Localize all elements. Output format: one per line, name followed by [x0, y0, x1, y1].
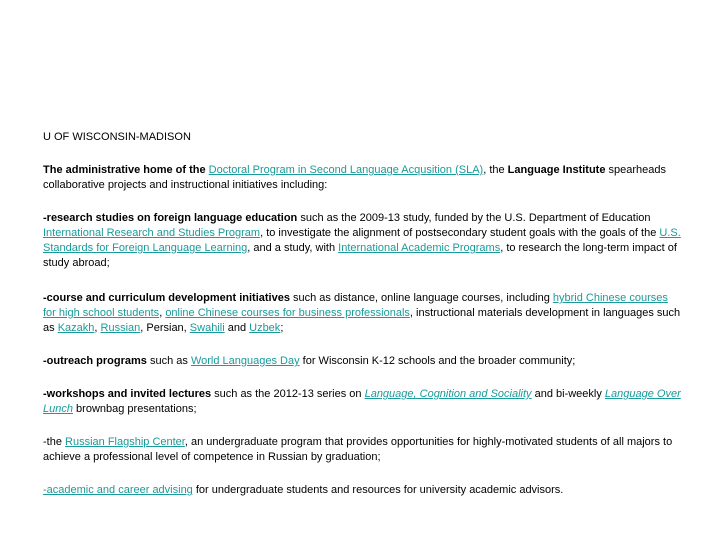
course-text-1: such as distance, online language courses, including — [289, 292, 553, 304]
workshops-text-2: and bi-weekly — [531, 388, 605, 400]
course-text-5: , Persian, — [140, 322, 190, 334]
language-over-lunch-link[interactable]: Language Over Lunch — [43, 388, 681, 415]
kazakh-link[interactable]: Kazakh — [57, 322, 95, 334]
research-heading: -research studies on foreign language education — [43, 212, 298, 224]
intro-text-1: , the — [483, 164, 508, 176]
course-text-4: , — [94, 322, 101, 334]
academic-career-advising-link[interactable]: -academic and career advising — [43, 484, 193, 496]
us-standards-link[interactable]: U.S. Standards for Foreign Language Learning — [43, 227, 681, 254]
uzbek-link[interactable]: Uzbek — [249, 322, 281, 334]
course-text-6: and — [224, 322, 250, 334]
swahili-link[interactable]: Swahili — [189, 322, 225, 334]
research-text-4: , to research the long-term impact of study abroad; — [43, 242, 677, 269]
intro-paragraph — [43, 163, 683, 193]
intro-text-2: spearheads collaborative projects and instructional initiatives including: — [43, 164, 666, 191]
irs-program-link[interactable]: International Research and Studies Program — [43, 227, 261, 239]
outreach-heading: -outreach programs — [43, 355, 147, 367]
research-text-1: such as the 2009-13 study, funded by the U.S. Department of Education — [297, 212, 651, 224]
hybrid-chinese-link[interactable]: hybrid Chinese courses for high school students — [43, 292, 668, 319]
outreach-text-1: such as — [146, 355, 191, 367]
flagship-paragraph — [43, 435, 683, 465]
flagship-text-1: , an undergraduate program that provides opportunities for highly-motivated students of all majors to achieve a professional level of competence in Russian by graduation; — [43, 436, 673, 463]
advising-text-1: for undergraduate students and resources for university academic advisors. — [192, 484, 564, 496]
flagship-text-0: -the — [43, 436, 66, 448]
research-paragraph — [43, 211, 683, 271]
course-text-7: ; — [280, 322, 284, 334]
research-text-2: , to investigate the alignment of postsecondary student goals with the goals of the — [260, 227, 660, 239]
course-text-3: , instructional materials development in languages such as — [43, 307, 681, 334]
outreach-paragraph — [43, 354, 683, 369]
sla-program-link[interactable]: Doctoral Program in Second Language Acqusition (SLA) — [208, 164, 484, 176]
language-cognition-sociality-link[interactable]: Language, Cognition and Sociality — [364, 388, 532, 400]
course-paragraph — [43, 291, 683, 336]
page-title: U OF WISCONSIN-MADISON — [43, 131, 191, 143]
workshops-text-3: brownbag presentations; — [72, 403, 197, 415]
russian-link[interactable]: Russian — [100, 322, 141, 334]
advising-paragraph — [43, 483, 683, 498]
research-text-3: , and a study, with — [247, 242, 339, 254]
workshops-text-1: such as the 2012-13 series on — [211, 388, 365, 400]
workshops-paragraph — [43, 387, 683, 417]
course-text-2: , — [159, 307, 166, 319]
online-chinese-link[interactable]: online Chinese courses for business professionals — [165, 307, 410, 319]
slide-content — [43, 130, 683, 518]
intro-bold-2: Language Institute — [507, 164, 606, 176]
international-academic-programs-link[interactable]: International Academic Programs — [338, 242, 501, 254]
course-heading: -course and curriculum development initiatives — [43, 292, 290, 304]
intro-bold-1: The administrative home of the — [43, 164, 209, 176]
workshops-heading: -workshops and invited lectures — [43, 388, 212, 400]
world-languages-day-link[interactable]: World Languages Day — [190, 355, 300, 367]
russian-flagship-center-link[interactable]: Russian Flagship Center — [65, 436, 185, 448]
outreach-text-2: for Wisconsin K-12 schools and the broader community; — [299, 355, 576, 367]
